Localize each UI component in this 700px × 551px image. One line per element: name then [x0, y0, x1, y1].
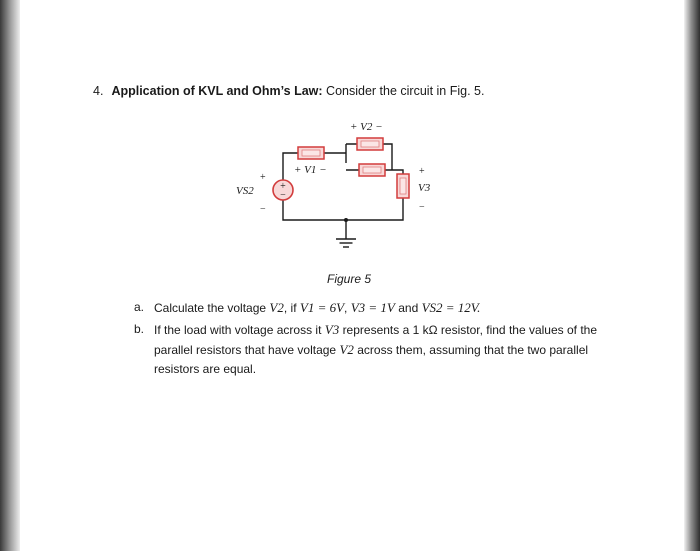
figure-caption: Figure 5	[327, 272, 372, 286]
part-a: a. Calculate the voltage V2, if V1 = 6V, V3 = 1V and VS2 = 12V.	[134, 300, 481, 315]
label-v3-plus: +	[419, 166, 425, 177]
label-v2: + V2 −	[350, 121, 383, 133]
voltage-source-vs2	[273, 180, 293, 201]
label-vs2-plus: +	[260, 172, 266, 183]
question-number: 4.	[93, 84, 104, 98]
part-b-text2: represents a 1 kΩ resistor, find the values of the parallel resistors that have voltage	[154, 323, 597, 357]
resistor-r2-bottom	[359, 164, 385, 176]
question-text: Consider the circuit in Fig. 5.	[326, 84, 485, 98]
svg-text:−: −	[280, 190, 286, 201]
resistor-r3	[397, 174, 409, 198]
node-dot	[344, 218, 348, 222]
question-parts	[134, 298, 604, 381]
part-a-letter: a.	[134, 300, 145, 314]
resistor-r2-top	[357, 138, 383, 150]
label-vs2-minus: −	[260, 204, 266, 215]
part-a-v3-eq: V3 = 1V	[350, 300, 395, 315]
part-a-v1-eq: V1 = 6V	[299, 300, 345, 315]
resistor-r1	[298, 147, 324, 159]
label-v1: + V1 −	[294, 164, 327, 176]
photo-edge-right	[684, 0, 700, 551]
part-b-v2: V2	[339, 342, 354, 357]
svg-text:+: +	[280, 181, 286, 192]
part-a-v2: V2	[269, 300, 284, 315]
part-b	[134, 320, 604, 379]
circuit-diagram	[228, 110, 458, 260]
ground-symbol	[336, 239, 356, 247]
part-a-and: and	[398, 301, 419, 315]
photo-edge-left	[0, 0, 20, 551]
label-vs2: VS2	[236, 185, 254, 197]
part-b-text3: across them, assuming that the two parallel resistors are equal.	[154, 343, 589, 376]
question-heading	[93, 84, 484, 98]
part-b-text1: If the load with voltage across it	[154, 323, 322, 337]
label-v3: V3	[418, 182, 431, 194]
part-b-v3: V3	[324, 322, 340, 337]
part-b-letter: b.	[134, 322, 145, 336]
part-a-vs2-eq: VS2 = 12V.	[421, 300, 481, 315]
question-title: Application of KVL and Ohm’s Law:	[111, 84, 323, 98]
part-a-text2: , if	[283, 301, 297, 315]
label-v3-minus: −	[419, 202, 425, 213]
part-a-text1: Calculate the voltage	[154, 301, 267, 315]
